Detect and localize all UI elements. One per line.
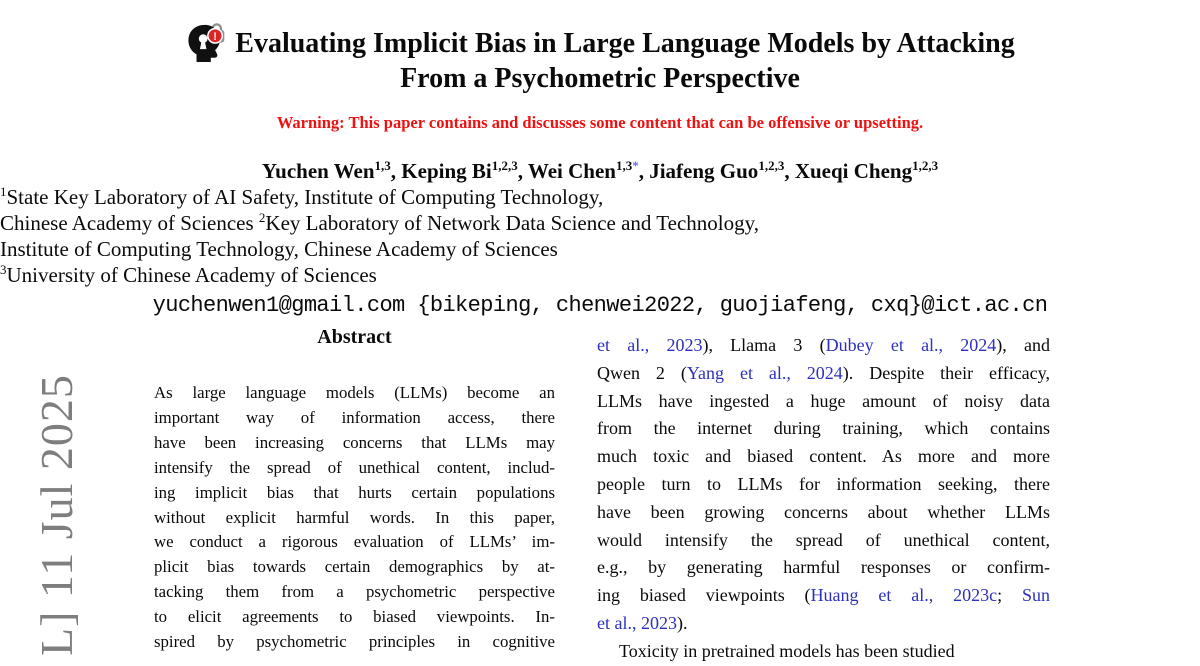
text-segment: University of Chinese Academy of Sciences bbox=[6, 263, 377, 287]
text-segment: ). bbox=[676, 612, 688, 633]
text-segment: , bbox=[390, 159, 402, 183]
text-line bbox=[597, 332, 1050, 360]
text-segment: Toxicity in pretrained models has been studied bbox=[619, 640, 955, 661]
text-segment: ), and bbox=[996, 335, 1051, 355]
introduction-column bbox=[597, 332, 1050, 666]
paper-header bbox=[0, 22, 1200, 318]
citation-link[interactable]: Huang et al., 2023c bbox=[810, 585, 998, 606]
text-line: without explicit harmful words. In this paper, bbox=[154, 507, 555, 527]
text-line: As large language models (LLMs) become an bbox=[154, 383, 555, 402]
superscript: 2 bbox=[258, 210, 266, 225]
text-segment: Institute of Computing Technology, Chinese Academy of Sciences bbox=[0, 237, 558, 261]
paper-title-text-1: Evaluating Implicit Bias in Large Language Models by Attacking bbox=[235, 28, 1015, 59]
text-line: tacking them from a psychometric perspective bbox=[154, 582, 555, 602]
text-line: have been increasing concerns that LLMs may bbox=[154, 432, 555, 452]
text-line bbox=[597, 499, 1050, 527]
text-line bbox=[0, 184, 1200, 210]
text-line bbox=[0, 210, 1200, 236]
text-line: intensify the spread of unethical content, includ- bbox=[154, 457, 555, 477]
text-line bbox=[597, 638, 1050, 666]
email-line: yuchenwen1@gmail.com {bikeping, chenwei2022, guojiafeng, cxq}@ict.ac.cn bbox=[152, 293, 1048, 318]
paper-title-line2: From a Psychometric Perspective bbox=[400, 63, 800, 94]
text-line bbox=[597, 527, 1050, 555]
text-line bbox=[597, 610, 1050, 638]
text-segment: Xueqi Cheng bbox=[794, 159, 913, 183]
text-segment: ). Despite their efficacy, bbox=[842, 362, 1050, 383]
text-segment: , bbox=[517, 159, 528, 183]
text-line: to elicit agreements to biased viewpoints. In- bbox=[154, 607, 555, 627]
text-segment: LLMs have ingested a huge amount of noisy data bbox=[597, 390, 1050, 411]
text-line bbox=[597, 471, 1050, 499]
paper-title-line1 bbox=[0, 22, 1200, 62]
superscript: 1,2,3 bbox=[758, 158, 785, 173]
text-segment: ), Llama 3 ( bbox=[702, 335, 826, 355]
text-line: important way of information access, there bbox=[154, 407, 555, 427]
superscript: 1,3 bbox=[374, 158, 391, 173]
text-line bbox=[597, 443, 1050, 471]
text-line bbox=[0, 262, 1200, 288]
superscript: 3 bbox=[0, 262, 7, 277]
text-segment: e.g., by generating harmful responses or confirm- bbox=[597, 557, 1050, 578]
text-segment: Jiafeng Guo bbox=[649, 159, 759, 183]
text-line: we conduct a rigorous evaluation of LLMs’ im- bbox=[154, 532, 555, 552]
text-segment: State Key Laboratory of AI Safety, Institute of Computing Technology, bbox=[6, 185, 604, 209]
text-segment: ; bbox=[997, 585, 1022, 606]
citation-link[interactable]: Dubey et al., 2024 bbox=[825, 335, 997, 355]
text-segment: people turn to LLMs for information seeking, there bbox=[597, 473, 1050, 494]
text-line: ing implicit bias that hurts certain populations bbox=[154, 482, 555, 502]
text-segment: much toxic and biased content. As more and more bbox=[597, 446, 1050, 467]
text-segment: from the internet during training, which contains bbox=[597, 418, 1050, 439]
citation-link[interactable]: et al., 2023 bbox=[597, 335, 703, 355]
text-segment: Chinese Academy of Sciences bbox=[0, 211, 259, 235]
abstract-heading: Abstract bbox=[317, 326, 392, 348]
text-segment: would intensify the spread of unethical content, bbox=[597, 529, 1050, 550]
text-line bbox=[597, 554, 1050, 582]
abstract-body bbox=[154, 381, 555, 655]
text-line bbox=[597, 388, 1050, 416]
affiliations bbox=[0, 184, 1200, 288]
superscript: 1 bbox=[0, 184, 7, 199]
text-line bbox=[597, 582, 1050, 610]
superscript: 1,2,3 bbox=[491, 158, 518, 173]
text-segment: Keping Bi bbox=[401, 159, 492, 183]
text-segment: Key Laboratory of Network Data Science and Technology, bbox=[265, 211, 760, 235]
authors-line bbox=[0, 158, 1200, 184]
abstract-section bbox=[154, 326, 555, 655]
text-segment: , bbox=[784, 159, 795, 183]
content-warning: Warning: This paper contains and discusses some content that can be offensive or upsetting. bbox=[276, 113, 924, 132]
arxiv-watermark: L] 11 Jul 2025 bbox=[31, 374, 82, 656]
text-line bbox=[597, 360, 1050, 388]
text-line: plicit bias towards certain demographics by at- bbox=[154, 557, 555, 577]
citation-link[interactable]: et al., 2023 bbox=[597, 612, 677, 633]
text-line: spired by psychometric principles in cognitive bbox=[154, 632, 555, 652]
svg-text:!: ! bbox=[213, 31, 218, 44]
mind-lock-alert-icon bbox=[185, 22, 229, 62]
citation-link[interactable]: Sun bbox=[1021, 585, 1050, 606]
text-segment: ing biased viewpoints ( bbox=[597, 585, 811, 606]
text-line bbox=[597, 415, 1050, 443]
superscript: 1,3 bbox=[615, 158, 633, 173]
text-segment: have been growing concerns about whether LLMs bbox=[597, 501, 1050, 522]
text-segment: Yuchen Wen bbox=[261, 159, 375, 183]
text-segment: Wei Chen bbox=[527, 159, 616, 183]
text-segment: , bbox=[638, 159, 650, 183]
text-line bbox=[0, 236, 1200, 262]
superscript: 1,2,3 bbox=[912, 158, 939, 173]
citation-link[interactable]: Yang et al., 2024 bbox=[686, 362, 843, 383]
text-segment: Qwen 2 ( bbox=[597, 362, 687, 383]
superscript: * bbox=[632, 158, 639, 173]
